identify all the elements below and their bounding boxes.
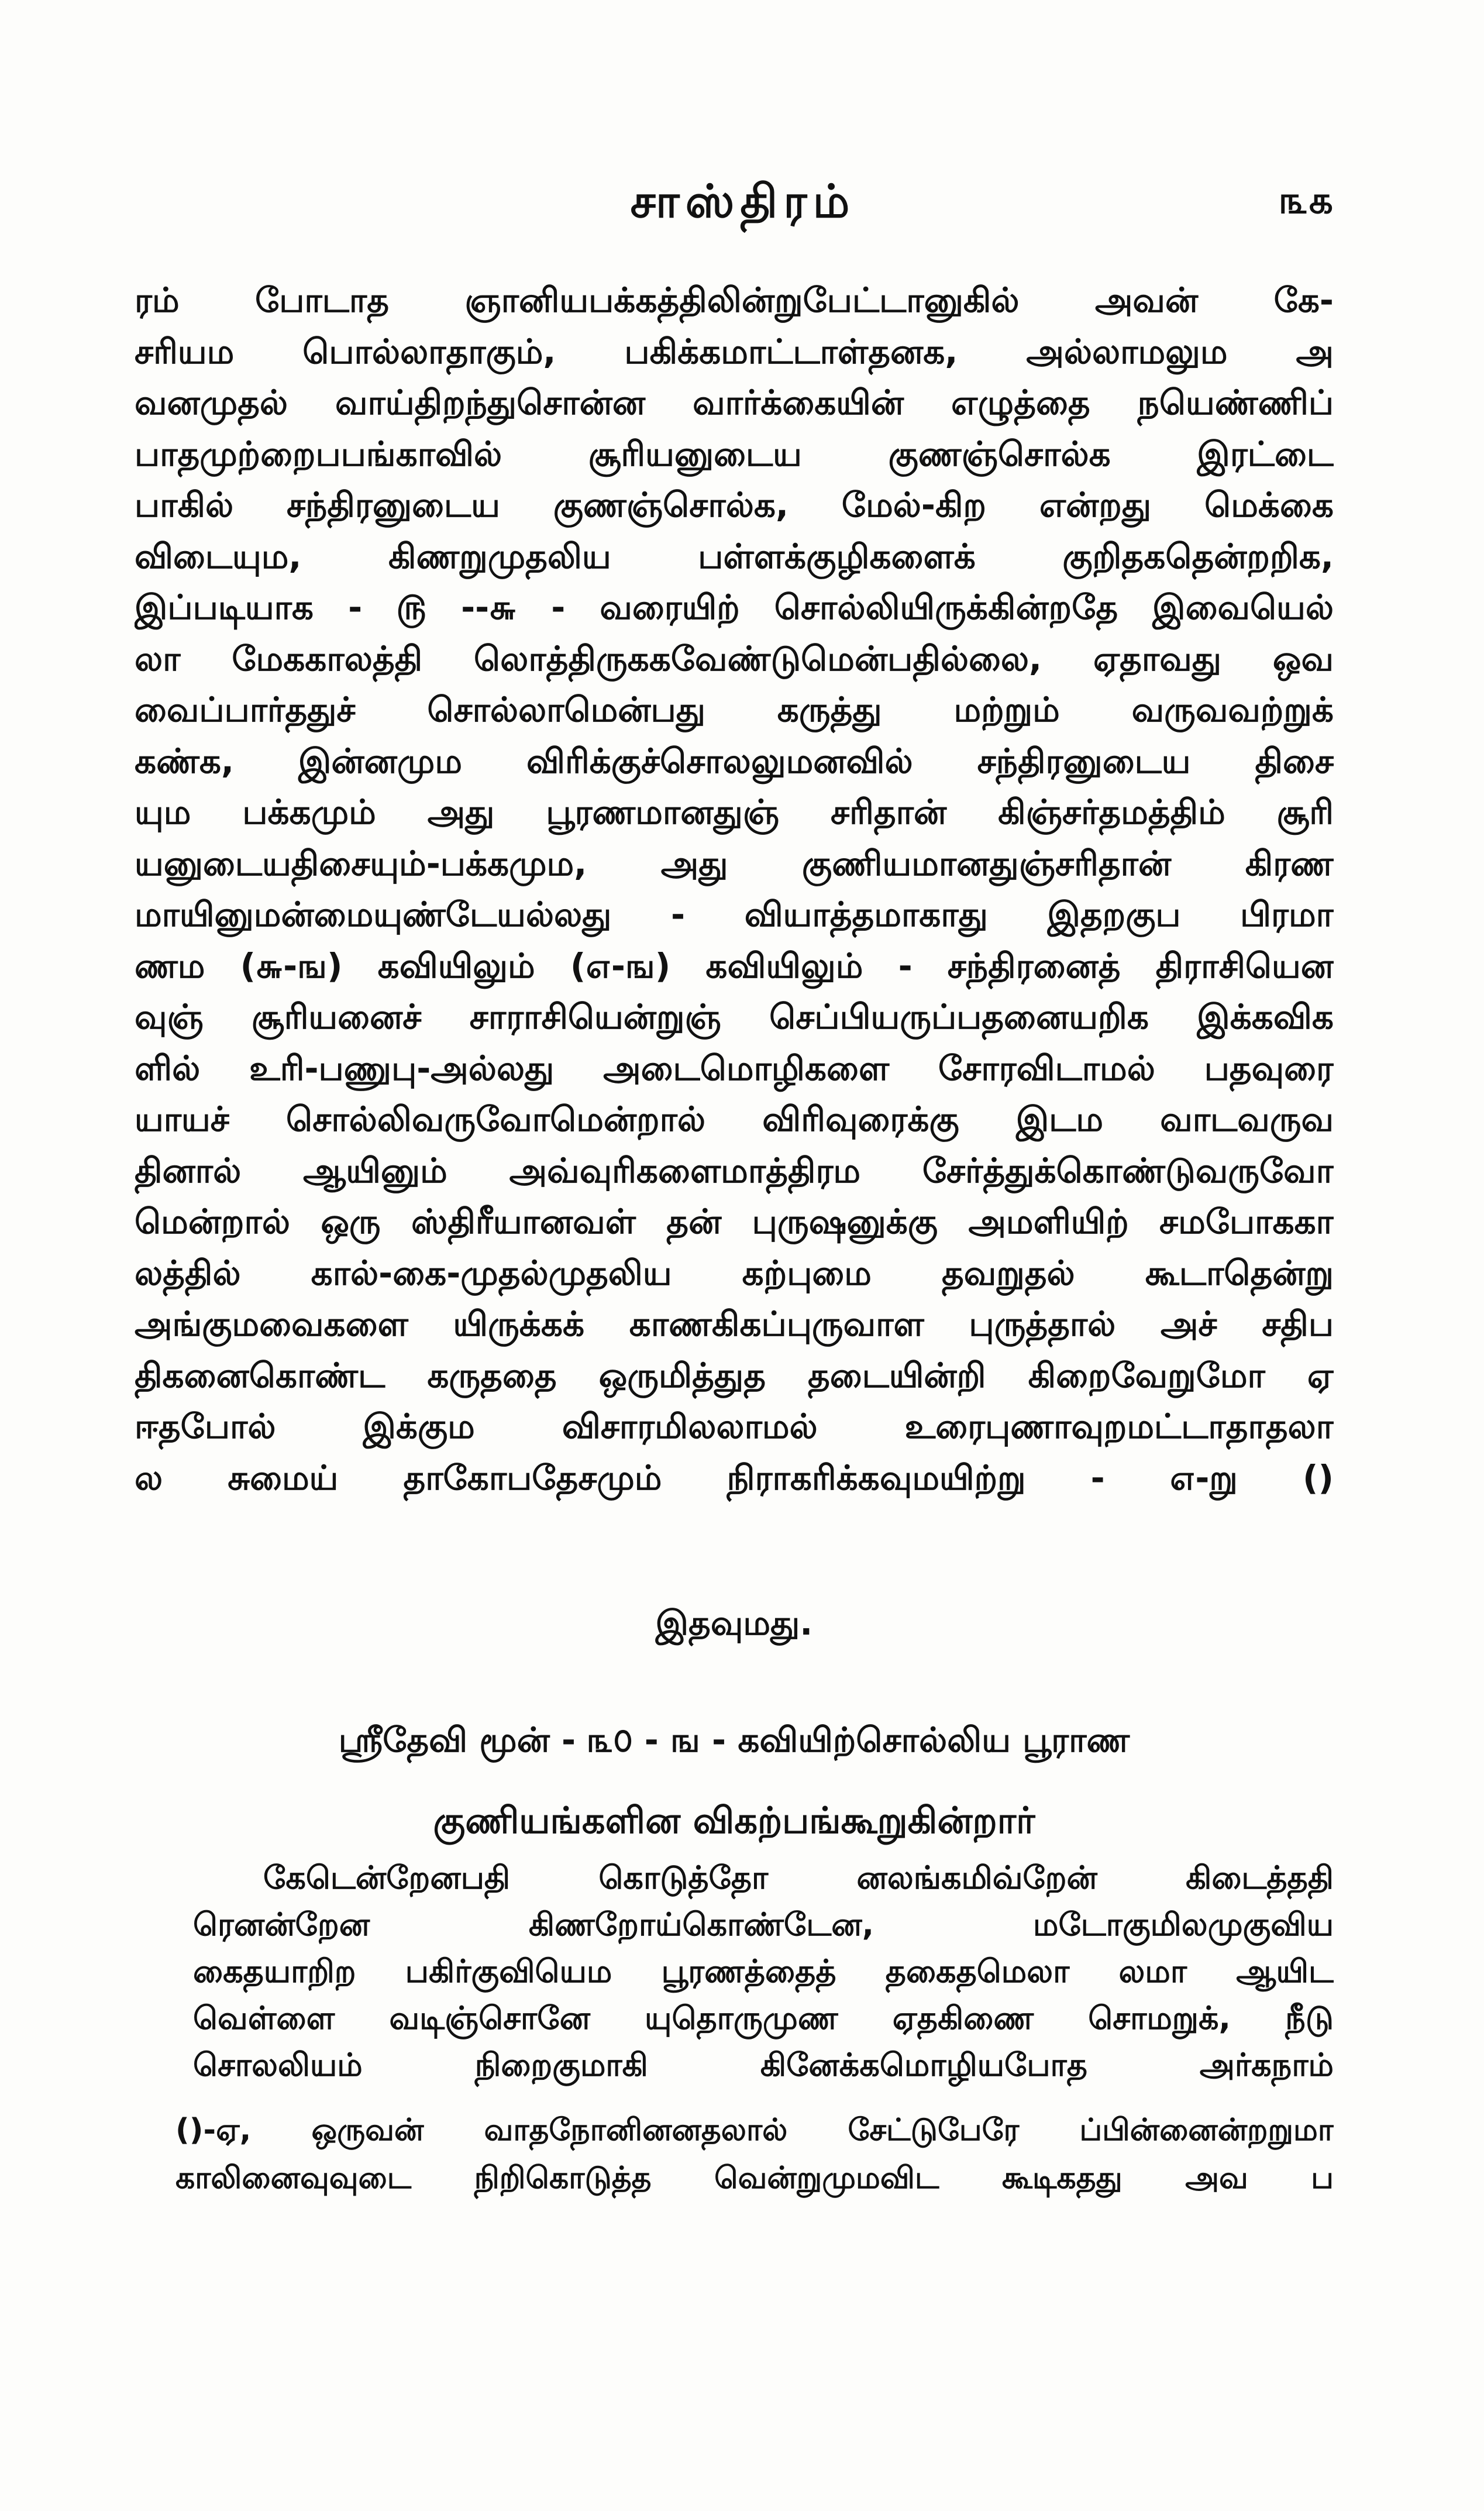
text-line: வுஞ் சூரியனைச் சாராசியென்றுஞ் செப்பியருப்பதனையறிக இக்கவிக <box>135 997 1334 1037</box>
text-line: ளில் உரி-பணுபு-அல்லது அடைமொழிகளை சோரவிடாமல் பதவுரை <box>135 1048 1334 1088</box>
text-line: யும பக்கமும் அது பூரணமானதுஞ் சரிதான் கிஞ்சர்தமத்திம் சூரி <box>135 792 1334 832</box>
footnote <box>175 2106 1334 2202</box>
text-line: லா மேககாலத்தி லொத்திருககவேண்டுமென்பதில்லை, ஏதாவது ஒவ <box>135 638 1334 679</box>
verse-line: சொலலியம் நிறைகுமாகி கினேக்கமொழியபோத அர்கநாம் <box>193 2046 1334 2083</box>
footnote-line: காலினைவுவுடை நிறிகொடுத்த வென்றுமுமவிட கூடிகதது அவ ப <box>175 2161 1334 2196</box>
text-line: தினால் ஆயினும் அவ்வுரிகளைமாத்திரம சேர்த்துக்கொண்டுவருவோ <box>135 1150 1334 1191</box>
verse-reference: ஸ்ரீதேவி மூன் - ௩௦ - ங - கவியிற்சொல்லிய பூராண <box>338 1720 1130 1760</box>
text-line: மென்றால் ஒரு ஸ்திரீயானவள் தன் புருஷனுக்கு அமளியிற் சமபோககா <box>135 1202 1334 1241</box>
footnote-line: ()-ஏ, ஒருவன் வாதநோனினனதலால் சேட்டுபேரே ப்பின்னைன்றறுமா <box>175 2113 1334 2148</box>
verse-block <box>193 1855 1334 2089</box>
verse-line: ரெனன்றேன கிணறோய்கொண்டேன, மடோகுமிலமுகுவிய <box>193 1906 1334 1943</box>
commentary-paragraph <box>135 275 1334 1504</box>
text-line: இப்படியாக - ௫ --௬ - வரையிற் சொல்லியிருக்கின்றதே இவையெல் <box>135 587 1334 627</box>
text-line: பாகில் சந்திரனுடைய குணஞ்சொல்க, மேல்-கிற என்றது மெக்கை <box>135 485 1334 525</box>
text-line: சரியம பொல்லாதாகும், பகிக்கமாட்டாள்தனக, அல்லாமலும அ <box>135 331 1334 372</box>
text-line: ல சுமைய் தாகோபதேசமும் நிராகரிக்கவுமயிற்று - ௭-று () <box>135 1457 1334 1498</box>
running-title: சாஸ்திரம் <box>630 176 856 228</box>
page-number: ௩௧ <box>1279 179 1334 222</box>
text-line: லத்தில் கால்-கை-முதல்முதலிய கற்புமை தவறுதல் கூடாதென்று <box>135 1253 1334 1293</box>
text-line: விடையும, கிணறுமுதலிய பள்ளக்குழிகளைக் குறிதகதென்றறிக, <box>135 536 1334 576</box>
verse-heading: குணியங்களின விகற்பங்கூறுகின்றார் <box>433 1799 1035 1842</box>
text-line: யாயச் சொல்லிவருவோமென்றால் விரிவுரைக்கு இடம வாடவருவ <box>135 1099 1334 1139</box>
text-line: பாதமுற்றைபபங்காவில் சூரியனுடைய குணஞ்சொல்க இரட்டை <box>135 434 1334 474</box>
verse-line: கேடென்றேனபதி கொடுத்தோ னலங்கமிவ்றேன் கிடைத்ததி <box>263 1859 1334 1896</box>
text-line: வனமுதல் வாய்திறந்துசொன்ன வார்க்கையின் எழுத்தை நயெண்ணிப் <box>135 383 1334 422</box>
verse-line: கைதயாறிற பகிர்குவியெம பூரணத்தைத் தகைதமெலா லமா ஆயிட <box>193 1953 1334 1990</box>
text-line: அங்குமவைகளை யிருக்கக் காணகிகப்புருவாள புருத்தால் அச் சதிப <box>135 1304 1334 1344</box>
text-line: யனுடையதிசையும்-பக்கமும, அது குணியமானதுஞ்சரிதான் கிரண <box>135 843 1334 883</box>
text-line: மாயினுமன்மையுண்டேயல்லது - வியாத்தமாகாது இதறகுப பிரமா <box>135 895 1334 934</box>
page-header <box>152 176 1334 246</box>
text-line: திகனைகொண்ட கருததை ஒருமித்துத தடையின்றி கிறைவேறுமோ ஏ <box>135 1355 1334 1395</box>
section-end-marker: இதவுமது. <box>655 1603 813 1643</box>
text-line: ஈதபோல் இக்கும விசாரமிலலாமல் உரைபுணாவுறமட்டாதாதலா <box>135 1406 1334 1446</box>
verse-line: வெள்ளை வடிஞ்சொனே யுதொருமுண ஏதகிணை சொமறுக், நீடு <box>193 2000 1334 2037</box>
text-line: ணம (௬-ங) கவியிலும் (௭-ங) கவியிலும் - சந்திரனைத் திராசியென <box>135 945 1334 986</box>
text-line: ரம் போடாத ஞானியபக்கத்திலின்றுபேட்டானுகில் அவன் கே- <box>135 280 1334 320</box>
text-line: வைப்பார்ததுச் சொல்லாமென்பது கருத்து மற்றும் வருவவற்றுக் <box>135 690 1334 730</box>
text-line: கண்க, இன்னமும விரிக்குச்சொலலுமனவில் சந்திரனுடைய திசை <box>135 741 1334 781</box>
